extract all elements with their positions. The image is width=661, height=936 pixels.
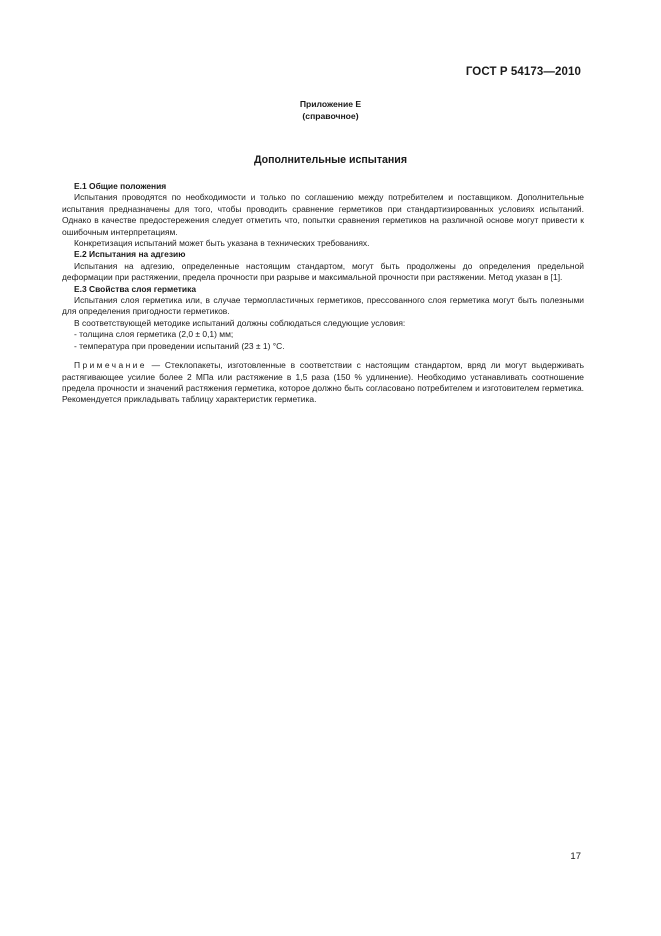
note-text: — Стеклопакеты, изготовленные в соответствии с настоящим стандартом, вряд ли могут выдерживать растягивающее усилие более 2 МПа или растяжение в 1,5 раза (150 % удлинение). Необходимо устанавливать соотношение предела прочности и значений растяжения герметика, которое должно быть согласовано потребителем и изготовителем герметика. Рекомендуется прикладывать таблицу характеристик герметика. bbox=[62, 360, 584, 405]
annex-subtitle: (справочное) bbox=[302, 111, 359, 121]
paragraph: Конкретизация испытаний может быть указана в технических требованиях. bbox=[74, 238, 370, 249]
paragraph: В соответствующей методике испытаний должны соблюдаться следующие условия: bbox=[74, 317, 406, 328]
paragraph: Испытания проводятся по необходимости и только по соглашению между потребителем и поставщиком. Дополнительные испытания предназначены для того, чтобы проводить сравнение герметиков при стандартизированных условиях испытаний. Однако в качестве предостережения следует отметить что, попытки сравнения герметиков на различной основе могут привести к ошибочным интерпретациям. bbox=[62, 192, 584, 237]
section-heading-e3: Е.3 Свойства слоя герметика bbox=[74, 283, 197, 294]
note bbox=[62, 360, 584, 406]
document-code: ГОСТ Р 54173—2010 bbox=[465, 66, 581, 78]
page-title: Дополнительные испытания bbox=[253, 154, 408, 166]
paragraph: Испытания слоя герметика или, в случае термопластичных герметиков, прессованного слоя герметика могут быть полезными для определения пригодности герметиков. bbox=[62, 295, 584, 317]
paragraph: Испытания на адгезию, определенные настоящим стандартом, могут быть продолжены до определения предельной деформации при растяжении, предела прочности при разрыве и максимальной прочности при растяжении. Метод указан в [1]. bbox=[62, 260, 584, 283]
list-item: - температура при проведении испытаний (23 ± 1) °С. bbox=[74, 340, 285, 351]
section-heading-e2: Е.2 Испытания на адгезию bbox=[74, 249, 186, 260]
annex-heading bbox=[0, 98, 661, 122]
annex-title: Приложение Е bbox=[299, 99, 362, 109]
list-item: - толщина слоя герметика (2,0 ± 0,1) мм; bbox=[74, 329, 234, 340]
note-label: Примечание bbox=[74, 360, 147, 371]
document-body bbox=[62, 181, 584, 406]
section-heading-e1: Е.1 Общие положения bbox=[74, 181, 167, 191]
page-number: 17 bbox=[570, 851, 581, 862]
